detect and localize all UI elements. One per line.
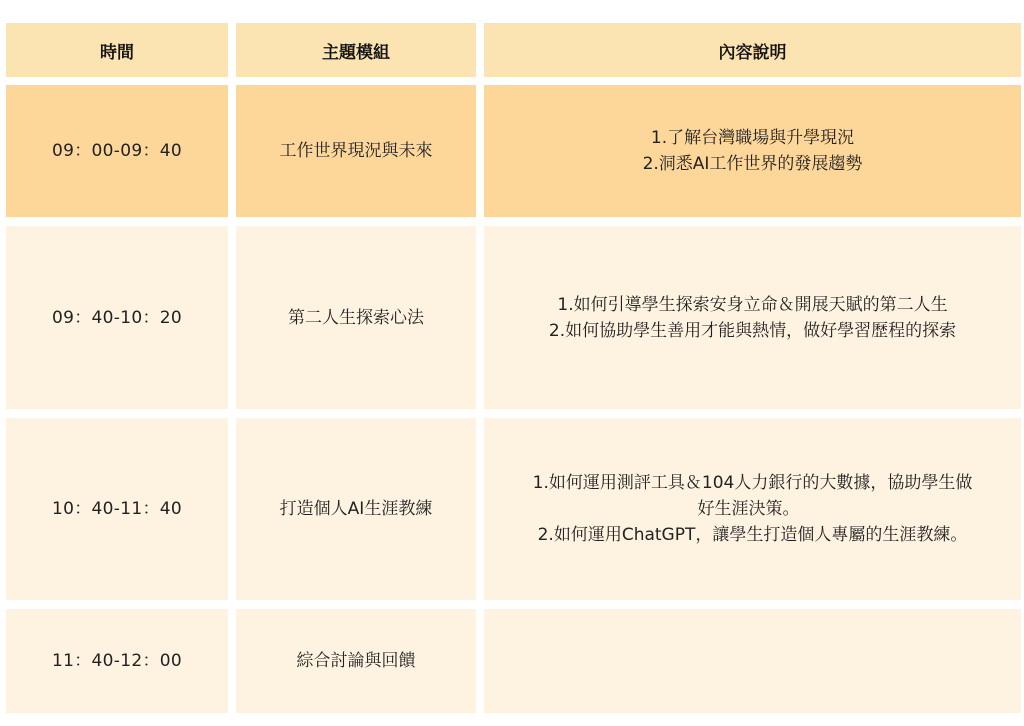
topic-cell: [236, 85, 476, 217]
time-text: 11：40-12：00: [52, 651, 182, 671]
description-line: 2.如何運用ChatGPT，讓學生打造個人專屬的生涯教練。: [537, 525, 968, 545]
topic-cell: [236, 226, 476, 409]
table-row: [6, 418, 1021, 600]
table-header-row: [6, 23, 1021, 77]
time-text: 09：00-09：40: [52, 141, 182, 161]
time-cell: [6, 226, 228, 409]
description-line: 2.如何協助學生善用才能與熱情，做好學習歷程的探索: [548, 320, 957, 341]
description-line: 1.了解台灣職場與升學現況: [650, 128, 855, 148]
header-time: 時間: [6, 23, 228, 77]
table-row: [6, 609, 1021, 713]
time-cell: [6, 609, 228, 713]
description-cell: [484, 418, 1021, 600]
header-topic: 主題模組: [236, 23, 476, 77]
topic-text: 打造個人AI生涯教練: [279, 499, 433, 519]
description-line: 1.如何引導學生探索安身立命＆開展天賦的第二人生: [557, 294, 948, 315]
description-cell: [484, 85, 1021, 217]
topic-text: 工作世界現況與未來: [279, 141, 433, 161]
description-cell: [484, 226, 1021, 409]
description-line: 1.如何運用測評工具＆104人力銀行的大數據，協助學生做: [532, 473, 973, 493]
table-row: [6, 226, 1021, 409]
table-row: [6, 85, 1021, 217]
time-cell: [6, 418, 228, 600]
time-text: 10：40-11：40: [52, 499, 182, 519]
topic-cell: [236, 418, 476, 600]
description-line: 好生涯決策。: [697, 499, 800, 519]
topic-cell: [236, 609, 476, 713]
header-description: 內容說明: [484, 23, 1021, 77]
time-text: 09：40-10：20: [52, 307, 182, 328]
time-cell: [6, 85, 228, 217]
description-line: 2.洞悉AI工作世界的發展趨勢: [642, 154, 863, 174]
description-cell: [484, 609, 1021, 713]
topic-text: 綜合討論與回饋: [296, 651, 416, 671]
topic-text: 第二人生探索心法: [288, 307, 424, 328]
